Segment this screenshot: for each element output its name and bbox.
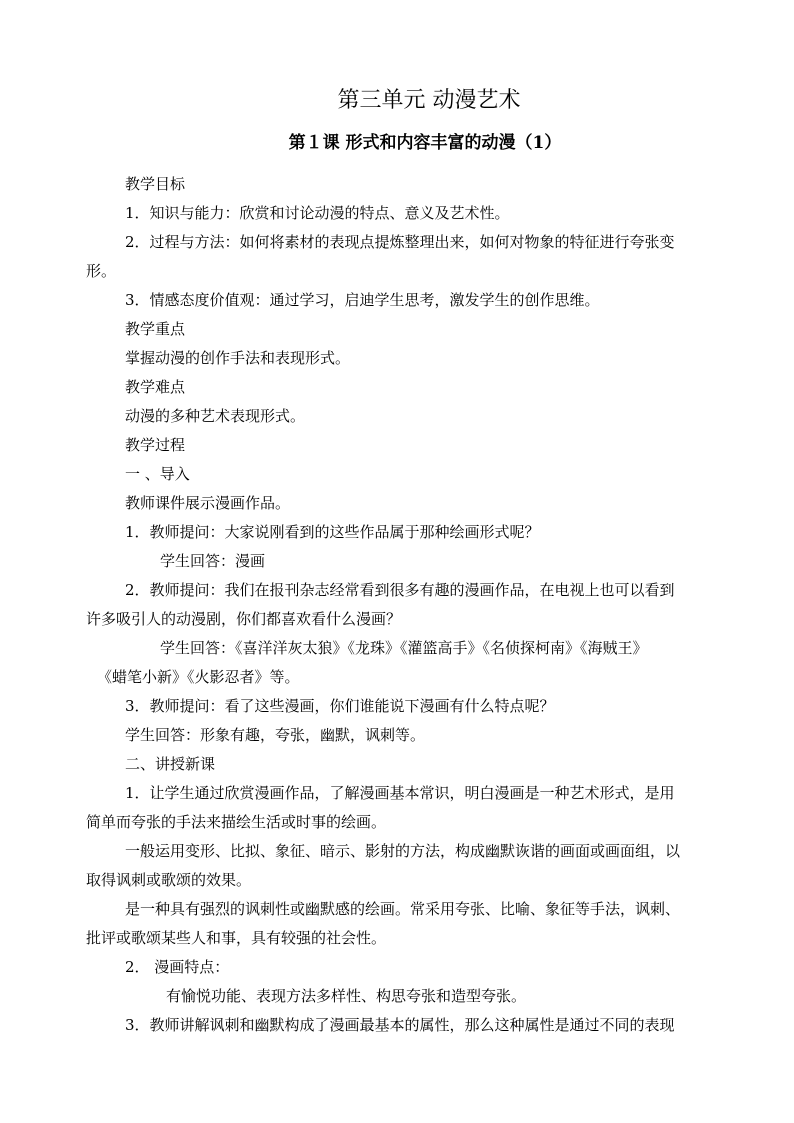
paragraph-line: 批评或歌颂某些人和事，具有较强的社会性。 (86, 929, 387, 947)
paragraph-line: 学生回答：形象有趣，夸张，幽默，讽刺等。 (125, 726, 426, 744)
paragraph-line: 许多吸引人的动漫剧，你们都喜欢看什么漫画？ (86, 610, 402, 628)
subsection-heading-intro: 一 、导入 (125, 465, 190, 483)
paragraph-line: 学生回答：《喜洋洋灰太狼》《龙珠》《灌篮高手》《名侦探柯南》《海贼王》 (160, 639, 648, 657)
section-heading-difficulties: 教学难点 (125, 378, 186, 396)
paragraph-line: 2．过程与方法：如何将素材的表现点提炼整理出来，如何对物象的特征进行夸张变 (125, 233, 675, 251)
paragraph-line: 简单而夸张的手法来描绘生活或时事的绘画。 (86, 813, 387, 831)
paragraph-line: 学生回答：漫画 (160, 552, 266, 570)
lesson-title: 第１课 形式和内容丰富的动漫（1） (288, 133, 562, 153)
section-heading-process: 教学过程 (125, 436, 186, 454)
paragraph-line: 《蜡笔小新》《火影忍者》等。 (97, 668, 300, 686)
paragraph-line: 形。 (86, 262, 117, 280)
paragraph-line: 3．教师讲解讽刺和幽默构成了漫画最基本的属性，那么这种属性是通过不同的表现 (125, 1016, 675, 1034)
paragraph-line: 取得讽刺或歌颂的效果。 (86, 871, 252, 889)
paragraph-line: 动漫的多种艺术表现形式。 (125, 407, 306, 425)
section-heading-key-points: 教学重点 (125, 320, 186, 338)
paragraph-line: 是一种具有强烈的讽刺性或幽默感的绘画。常采用夸张、比喻、象征等手法，讽刺、 (125, 900, 681, 918)
paragraph-line: 1．教师提问：大家说刚看到的这些作品属于那种绘画形式呢？ (125, 523, 540, 541)
subsection-heading-new-lesson: 二、讲授新课 (125, 755, 216, 773)
paragraph-line: 2．教师提问：我们在报刊杂志经常看到很多有趣的漫画作品，在电视上也可以看到 (125, 581, 675, 599)
paragraph-line: 3．教师提问：看了这些漫画，你们谁能说下漫画有什么特点呢？ (125, 697, 555, 715)
paragraph-line: 1．让学生通过欣赏漫画作品，了解漫画基本常识，明白漫画是一种艺术形式，是用 (125, 784, 675, 802)
paragraph-line: 1．知识与能力：欣赏和讨论动漫的特点、意义及艺术性。 (125, 204, 510, 222)
section-heading-objectives: 教学目标 (125, 175, 186, 193)
paragraph-line: 2． 漫画特点： (125, 958, 230, 976)
unit-title: 第三单元 动漫艺术 (337, 88, 521, 113)
paragraph-line: 掌握动漫的创作手法和表现形式。 (125, 349, 351, 367)
paragraph-line: 一般运用变形、比拟、象征、暗示、影射的方法，构成幽默诙谐的画面或画面组，以 (125, 842, 681, 860)
paragraph-line: 教师课件展示漫画作品。 (125, 494, 291, 512)
paragraph-line: 3．情感态度价值观：通过学习，启迪学生思考，激发学生的创作思维。 (125, 291, 600, 309)
paragraph-line: 有愉悦功能、表现方法多样性、构思夸张和造型夸张。 (166, 987, 527, 1005)
